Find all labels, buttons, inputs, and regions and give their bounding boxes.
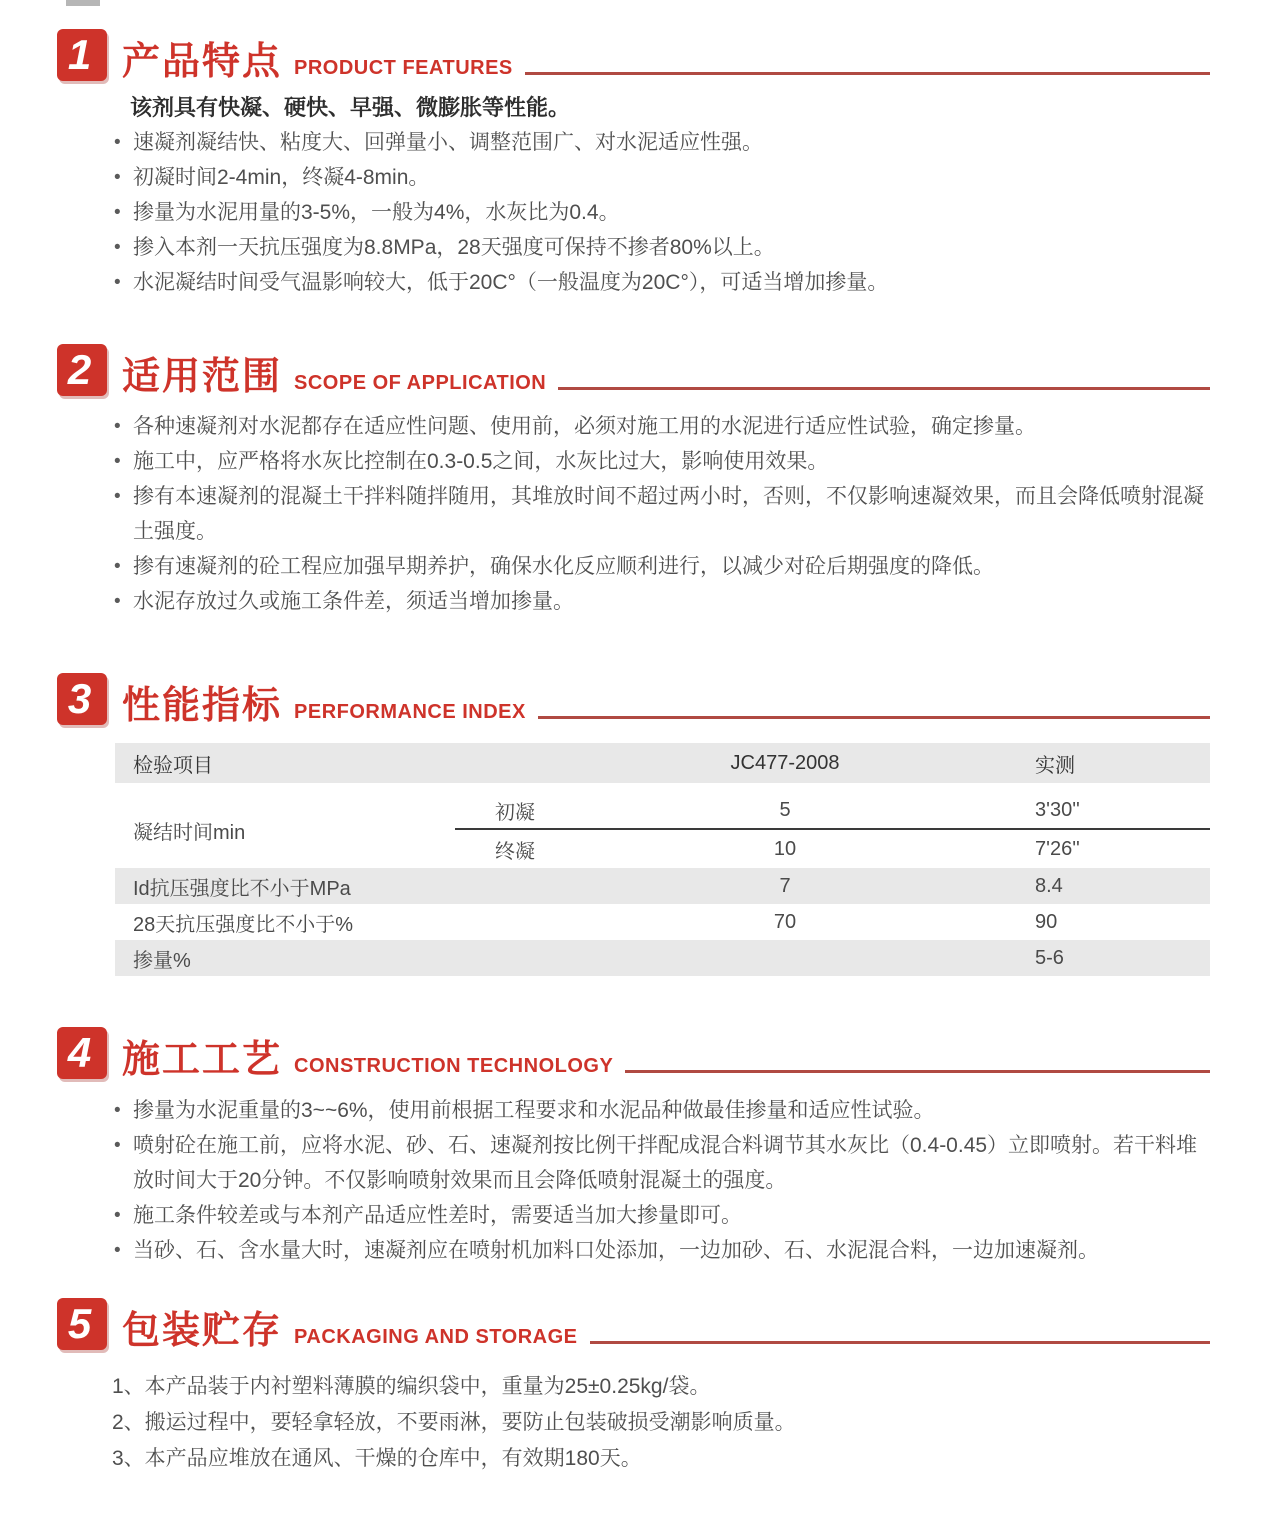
section-scope-of-application	[0, 340, 1280, 619]
measured-value: 8.4	[1035, 874, 1063, 897]
standard-value: 5	[779, 798, 791, 821]
section-rule	[625, 1070, 1210, 1073]
section-rule	[525, 72, 1210, 75]
numbered-list	[112, 1369, 1210, 1477]
column-header-item: 检验项目	[133, 754, 213, 777]
section-number-badge: 2	[57, 344, 107, 396]
bullet-item: • 施工中，应严格将水灰比控制在0.3-0.5之间，水灰比过大，影响使用效果。	[112, 444, 1210, 479]
section-construction-technology	[0, 1023, 1280, 1268]
row-label: 28天抗压强度比不小于%	[133, 913, 354, 936]
bullet-item: • 掺有本速凝剂的混凝土干拌料随拌随用，其堆放时间不超过两小时，否则，不仅影响速凝效果，而且会降低喷射混凝土强度。	[112, 479, 1210, 549]
bullet-item: • 当砂、石、含水量大时，速凝剂应在喷射机加料口处添加，一边加砂、石、水泥混合料，一边加速凝剂。	[112, 1233, 1210, 1268]
table-row-28d-strength	[115, 904, 1210, 940]
subrow-label: 初凝	[495, 801, 535, 824]
bullet-item: • 掺量为水泥用量的3-5%，一般为4%，水灰比为0.4。	[112, 195, 1210, 230]
section-subtitle: PRODUCT FEATURES	[294, 57, 513, 79]
bullet-list	[112, 409, 1210, 619]
table-row-1d-strength	[115, 868, 1210, 904]
section-rule	[590, 1341, 1211, 1344]
scan-artifact	[66, 0, 100, 6]
bullet-list	[112, 1093, 1210, 1268]
section-subtitle: PERFORMANCE INDEX	[294, 701, 526, 723]
measured-value: 5-6	[1035, 946, 1064, 969]
section-title: 适用范围	[122, 356, 283, 398]
table-subrow-initial-set	[455, 792, 1210, 830]
section-title: 包装贮存	[122, 1310, 283, 1352]
section-number-badge: 4	[57, 1027, 107, 1079]
measured-value: 7'26''	[1035, 837, 1080, 860]
bullet-list	[112, 125, 1210, 300]
section-header	[57, 1294, 1210, 1350]
section-number-badge: 3	[57, 673, 107, 725]
row-label: 掺量%	[133, 949, 191, 972]
setting-time-subrows	[455, 792, 1210, 868]
bullet-item: • 初凝时间2-4min，终凝4-8min。	[112, 160, 1210, 195]
bullet-item: • 水泥存放过久或施工条件差，须适当增加掺量。	[112, 584, 1210, 619]
section-rule	[558, 387, 1210, 390]
row-group-label: 凝结时间min	[133, 821, 246, 844]
bullet-item: • 掺有速凝剂的砼工程应加强早期养护，确保水化反应顺利进行，以减少对砼后期强度的降低。	[112, 549, 1210, 584]
standard-value: 7	[779, 874, 791, 897]
section-title: 性能指标	[122, 685, 283, 727]
section-header	[57, 1023, 1210, 1079]
table-gap	[115, 783, 1210, 792]
row-label: Id抗压强度比不小于MPa	[133, 877, 351, 900]
bullet-item: • 各种速凝剂对水泥都存在适应性问题、使用前，必须对施工用的水泥进行适应性试验，确定掺量。	[112, 409, 1210, 444]
section-packaging-and-storage	[0, 1294, 1280, 1477]
section-subtitle: SCOPE OF APPLICATION	[294, 372, 547, 394]
section-header	[57, 340, 1210, 396]
performance-table	[115, 743, 1210, 976]
section-title: 施工工艺	[122, 1039, 283, 1081]
bullet-item: • 施工条件较差或与本剂产品适应性差时，需要适当加大掺量即可。	[112, 1198, 1210, 1233]
column-header-measured: 实测	[1035, 754, 1075, 777]
section-product-features	[0, 25, 1280, 300]
section-subtitle: CONSTRUCTION TECHNOLOGY	[294, 1055, 614, 1077]
section-performance-index	[0, 669, 1280, 976]
subrow-label: 终凝	[495, 840, 535, 863]
bullet-item: • 速凝剂凝结快、粘度大、回弹量小、调整范围广、对水泥适应性强。	[112, 125, 1210, 160]
standard-value: 70	[773, 910, 797, 933]
table-subrow-final-set	[455, 830, 1210, 868]
numbered-item: 1、本产品装于内衬塑料薄膜的编织袋中，重量为25±0.25kg/袋。	[112, 1375, 711, 1398]
numbered-item: 2、搬运过程中，要轻拿轻放，不要雨淋，要防止包装破损受潮影响质量。	[112, 1411, 796, 1434]
table-row-setting-time	[115, 792, 1210, 868]
section-rule	[538, 716, 1210, 719]
table-row-dosage	[115, 940, 1210, 976]
section-header	[57, 669, 1210, 725]
bullet-item: • 掺量为水泥重量的3~~6%，使用前根据工程要求和水泥品种做最佳掺量和适应性试验。	[112, 1093, 1210, 1128]
section-title: 产品特点	[122, 41, 283, 83]
section-subtitle: PACKAGING AND STORAGE	[294, 1326, 578, 1348]
section-number-badge: 1	[57, 29, 107, 81]
bullet-item: • 喷射砼在施工前，应将水泥、砂、石、速凝剂按比例干拌配成混合料调节其水灰比（0.4-0.45）立即喷射。若干料堆放时间大于20分钟。不仅影响喷射效果而且会降低喷射混凝土的强度。	[112, 1128, 1210, 1198]
numbered-item: 3、本产品应堆放在通风、干燥的仓库中，有效期180天。	[112, 1447, 642, 1470]
table-header-row	[115, 743, 1210, 783]
standard-value: 10	[773, 837, 797, 860]
measured-value: 90	[1035, 910, 1058, 933]
bullet-item: • 水泥凝结时间受气温影响较大，低于20C°（一般温度为20C°），可适当增加掺量。	[112, 265, 1210, 300]
bullet-item: • 掺入本剂一天抗压强度为8.8MPa，28天强度可保持不掺者80%以上。	[112, 230, 1210, 265]
intro-line: 该剂具有快凝、硬快、早强、微膨胀等性能。	[130, 95, 571, 120]
section-header	[57, 25, 1210, 81]
measured-value: 3'30''	[1035, 798, 1080, 821]
section-number-badge: 5	[57, 1298, 107, 1350]
column-header-standard: JC477-2008	[730, 751, 840, 774]
